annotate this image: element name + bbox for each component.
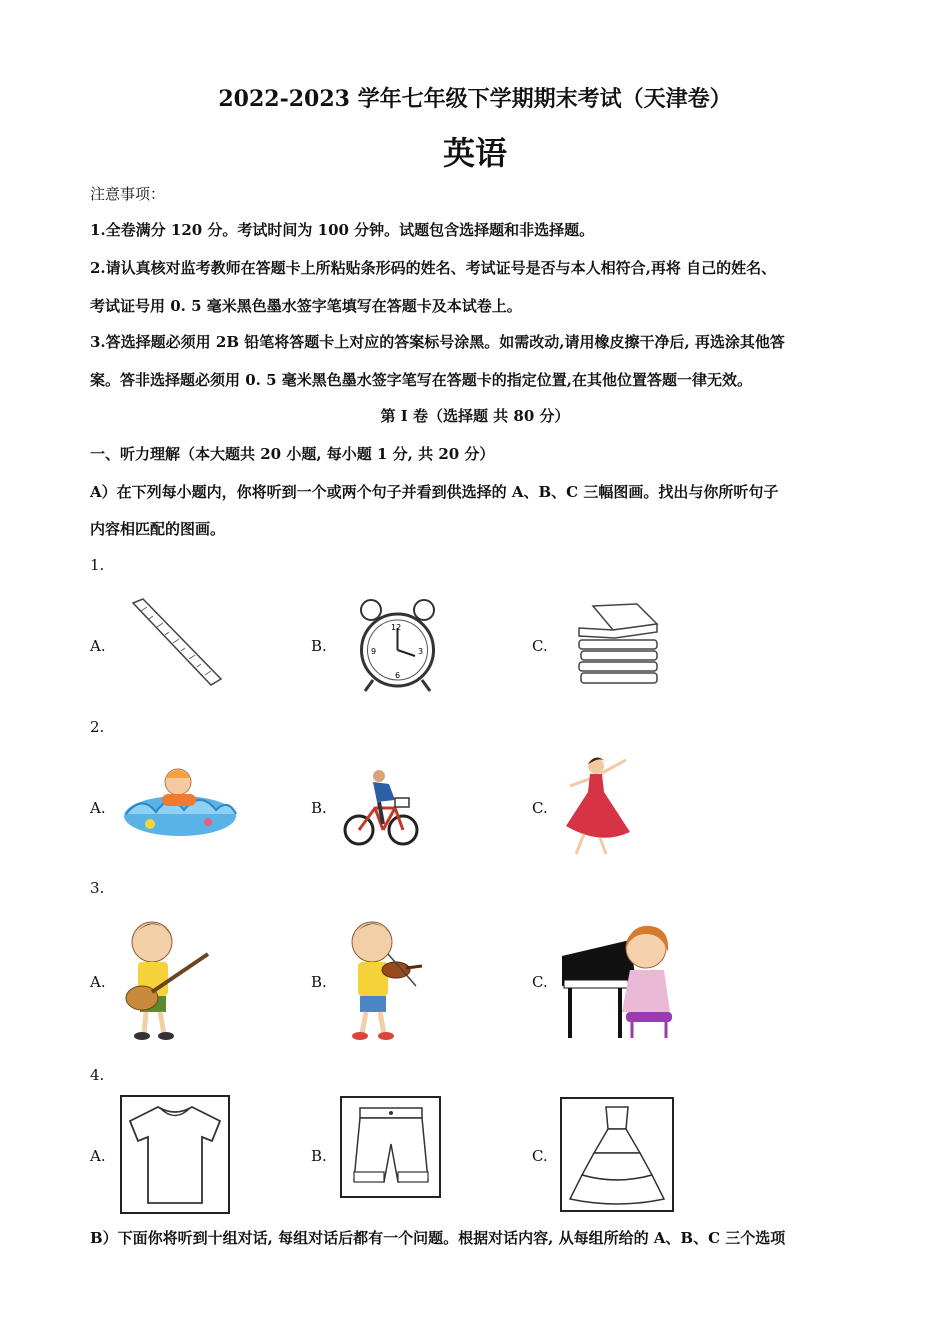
books-icon	[575, 602, 663, 688]
part-b-instruction-line-1: B）下面你将听到十组对话, 每组对话后都有一个问题。根据对话内容, 从每组所给的 A、B、C 三个选项	[90, 1229, 786, 1247]
notice-item-3-line-1: 3.答选择题必须用 2B 铅笔将答题卡上对应的答案标号涂黑。如需改动,请用橡皮擦干净后, 再选涂其他答	[90, 333, 785, 351]
part-a-instruction-line-1: A）在下列每小题内，你将听到一个或两个句子并看到供选择的 A、B、C 三幅图画。找出与你所听句子	[90, 483, 779, 501]
exam-title: 2022-2023 学年七年级下学期期末考试（天津卷）	[218, 86, 732, 112]
option-label: C.	[532, 637, 548, 655]
notice-item-2-line-1: 2.请认真核对监考教师在答题卡上所粘贴条形码的姓名、考试证号是否与本人相符合,再将 自己的姓名、	[90, 259, 777, 277]
ruler-icon	[125, 597, 225, 689]
shorts-icon	[340, 1096, 441, 1198]
option-label: C.	[532, 799, 548, 817]
guitar-icon	[120, 914, 212, 1044]
volume-heading: 第 I 卷（选择题 共 80 分）	[380, 407, 570, 425]
question-number: 3.	[90, 879, 105, 897]
svg-text:12: 12	[391, 623, 402, 632]
option-label: C.	[532, 1147, 548, 1165]
option-label: A.	[90, 1147, 106, 1165]
option-label: A.	[90, 799, 106, 817]
dress-icon	[560, 1097, 674, 1212]
option-label: B.	[311, 1147, 327, 1165]
option-label: B.	[311, 973, 327, 991]
subject-title: 英语	[442, 134, 507, 172]
notice-heading: 注意事项：	[90, 185, 166, 203]
violin-icon	[340, 914, 424, 1044]
option-label: C.	[532, 973, 548, 991]
notice-item-1: 1.全卷满分 120 分。考试时间为 100 分钟。试题包含选择题和非选择题。	[90, 221, 595, 239]
section-heading: 一、听力理解（本大题共 20 小题, 每小题 1 分, 共 20 分）	[90, 445, 495, 463]
tshirt-icon	[120, 1095, 230, 1214]
question-number: 1.	[90, 556, 105, 574]
question-number: 2.	[90, 718, 105, 736]
cycling-icon	[343, 768, 419, 846]
option-label: B.	[311, 637, 327, 655]
notice-item-3-line-2: 案。答非选择题必须用 0. 5 毫米黑色墨水签字笔写在答题卡的指定位置,在其他位置答题一律无效。	[90, 371, 752, 389]
option-label: A.	[90, 637, 106, 655]
swimming-icon	[122, 764, 238, 840]
option-label: B.	[311, 799, 327, 817]
alarm-clock-icon	[355, 598, 440, 693]
notice-item-2-line-2: 考试证号用 0. 5 毫米黑色墨水签字笔填写在答题卡及本试卷上。	[90, 297, 522, 315]
question-number: 4.	[90, 1066, 105, 1084]
piano-icon	[560, 920, 678, 1040]
svg-text:9: 9	[371, 647, 377, 656]
dancing-icon	[560, 754, 635, 858]
option-label: A.	[90, 973, 106, 991]
svg-text:6: 6	[395, 671, 401, 680]
part-a-instruction-line-2: 内容相匹配的图画。	[90, 520, 226, 538]
svg-text:3: 3	[418, 647, 424, 656]
